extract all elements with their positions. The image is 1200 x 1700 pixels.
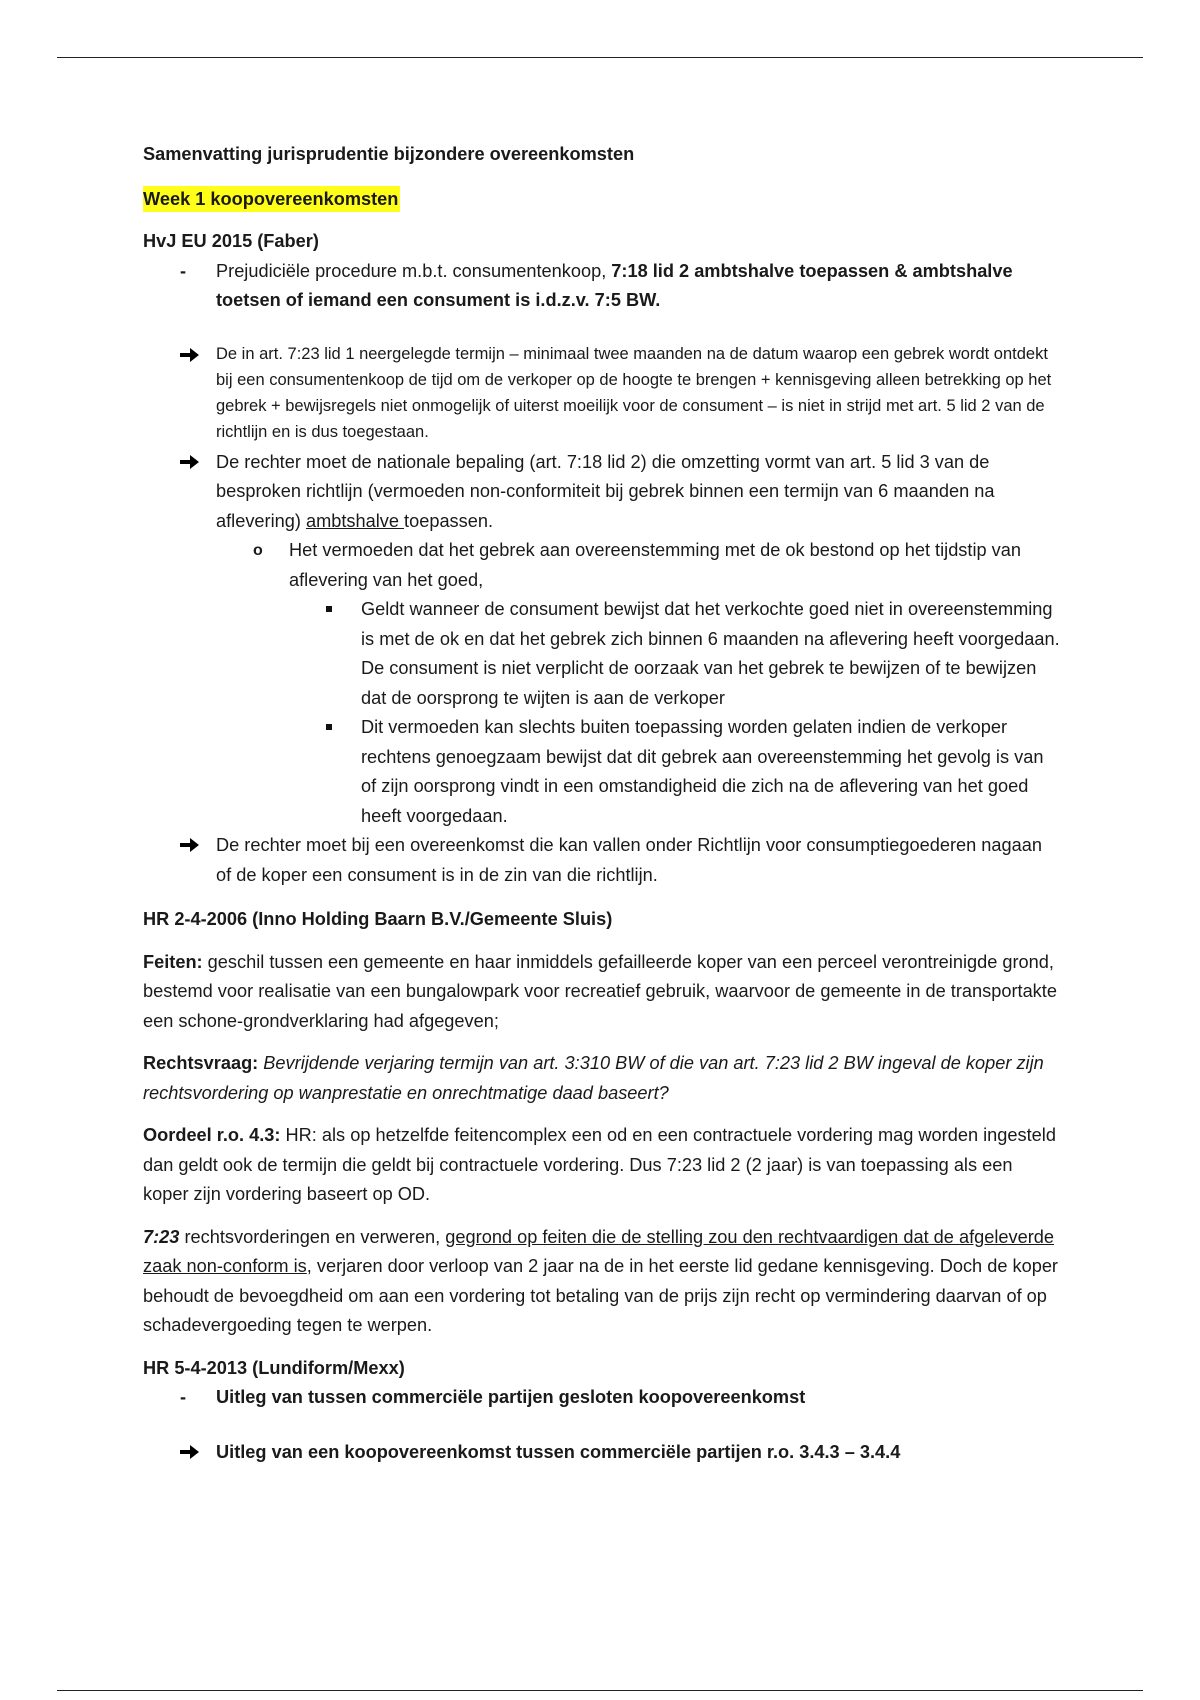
oordeel-label: Oordeel r.o. 4.3: (143, 1125, 281, 1146)
oordeel-text: HR: als op hetzelfde feitencomplex een od en een contractuele vordering mag worden ingesteld dan geldt ook de termijn die geldt bij contractuele vordering. Dus 7:23 lid 2 (2 jaar) is van toepassing als een koper zijn vordering baseert op OD. (143, 1125, 1056, 1205)
feiten-text: geschil tussen een gemeente en haar inmiddels gefailleerde koper van een perceel verontreinigde grond, bestemd voor realisatie van een bungalowpark voor recreatief gebruik, waarvoor de gemeente in de transportakte een schone-grondverklaring had afgegeven; (143, 951, 1057, 1031)
rechtsvraag-text: Bevrijdende verjaring termijn van art. 3:310 BW of die van art. 7:23 lid 2 BW ingeval de koper zijn rechtsvordering op wanprestatie en onrechtmatige daad baseert? (143, 1053, 1044, 1103)
bullet-text: Uitleg van tussen commerciële partijen gesloten koopovereenkomst (216, 1387, 806, 1408)
document-body (143, 140, 1061, 1467)
footer-rule (57, 1690, 1143, 1691)
rechtsvraag-paragraph (143, 1049, 1061, 1108)
header-rule (57, 57, 1143, 58)
arrow-bullet-text: De in art. 7:23 lid 1 neergelegde termijn – minimaal twee maanden na de datum waarop een gebrek wordt ontdekt bij een consumentenkoop de tijd om de verkoper op de hoogte te brengen + kennisgeving alleen betrekking op het gebrek + bewijsregels niet onmogelijk of uiterst moeilijk voor de consument – is niet in strijd met art. 5 lid 2 van de richtlijn en is dus toegestaan. (216, 344, 1052, 442)
square-bullet-text: Geldt wanneer de consument bewijst dat het verkochte goed niet in overeenstemming is met de ok en dat het gebrek zich binnen 6 maanden na aflevering heeft voorgedaan. De consument is niet verplicht de oorzaak van het gebrek te bewijzen of te bewijzen dat de oorsprong te wijten is aan de verkoper (361, 599, 1060, 708)
feiten-paragraph (143, 948, 1061, 1037)
case-heading-faber: HvJ EU 2015 (Faber) (143, 231, 319, 251)
case-heading-lundiform: HR 5-4-2013 (Lundiform/Mexx) (143, 1357, 405, 1378)
circle-bullet (143, 536, 1061, 595)
arrow-bullet-text: De rechter moet bij een overeenkomst die kan vallen onder Richtlijn voor consumptiegoederen nagaan of de koper een consument is in de zin van die richtlijn. (216, 835, 1042, 885)
rechtsvraag-label: Rechtsvraag: (143, 1053, 259, 1074)
dash-marker: - (180, 260, 187, 281)
dash-bullet (143, 257, 1061, 316)
arrow-bullet-text: De rechter moet de nationale bepaling (art. 7:18 lid 2) die omzetting vormt van art. 5 lid 3 van de besproken richtlijn (vermoeden non-conformiteit bij gebrek binnen een termijn van 6 maanden na aflevering) (216, 451, 995, 531)
article-label: 7:23 (143, 1226, 180, 1247)
dash-marker: - (180, 1387, 187, 1408)
arrow-bullet-text-end: toepassen. (404, 510, 494, 531)
bullet-bold-text: 7:18 lid 2 ambtshalve toepassen & ambtshalve toetsen of iemand een consument is i.d.z.v. 7:5 BW. (216, 260, 1013, 310)
feiten-label: Feiten: (143, 951, 203, 972)
circle-bullet-text: Het vermoeden dat het gebrek aan overeenstemming met de ok bestond op het tijdstip van aflevering van het goed, (289, 540, 1021, 590)
circle-marker: o (253, 542, 263, 560)
dash-bullet (143, 1383, 1061, 1413)
bullet-text: Prejudiciële procedure m.b.t. consumentenkoop, (216, 260, 612, 281)
arrow-bullet (143, 341, 1061, 446)
arrow-right-icon (180, 1438, 200, 1460)
arrow-right-icon (180, 341, 200, 363)
arrow-bullet (143, 831, 1061, 890)
week-heading-highlight: Week 1 koopovereenkomsten (143, 186, 400, 212)
article-underlined-text: gegrond op feiten die de stelling zou den rechtvaardigen dat de afgeleverde zaak non-conform is (143, 1226, 1055, 1277)
square-bullet-icon (326, 606, 332, 612)
underlined-term: ambtshalve (305, 510, 405, 531)
arrow-bullet-text: Uitleg van een koopovereenkomst tussen commerciële partijen r.o. 3.4.3 – 3.4.4 (216, 1441, 901, 1462)
article-text: rechtsvorderingen en verweren, (179, 1226, 446, 1247)
week-heading (143, 185, 1061, 215)
document-title: Samenvatting jurisprudentie bijzondere overeenkomsten (143, 144, 635, 164)
square-bullet-icon (326, 724, 332, 730)
case-heading-inno: HR 2-4-2006 (Inno Holding Baarn B.V./Gemeente Sluis) (143, 909, 613, 930)
arrow-bullet (143, 1438, 1061, 1468)
oordeel-paragraph (143, 1121, 1061, 1210)
article-text-end: , verjaren door verloop van 2 jaar na de in het eerste lid gedane kennisgeving. Doch de koper behoudt de bevoegdheid om aan een vordering tot betaling van de prijs zijn recht op vermindering daarvan of op schadevergoeding tegen te werpen. (143, 1256, 1058, 1336)
square-bullet-text: Dit vermoeden kan slechts buiten toepassing worden gelaten indien de verkoper rechtens genoegzaam bewijst dat dit gebrek aan overeenstemming het gevolg is van of zijn oorsprong vindt in een omstandigheid die zich na de aflevering van het goed heeft voorgedaan. (361, 717, 1044, 826)
article-paragraph (143, 1223, 1061, 1341)
arrow-bullet (143, 448, 1061, 537)
arrow-right-icon (180, 831, 200, 853)
square-bullet (143, 713, 1061, 831)
square-bullet (143, 595, 1061, 713)
arrow-right-icon (180, 448, 200, 470)
